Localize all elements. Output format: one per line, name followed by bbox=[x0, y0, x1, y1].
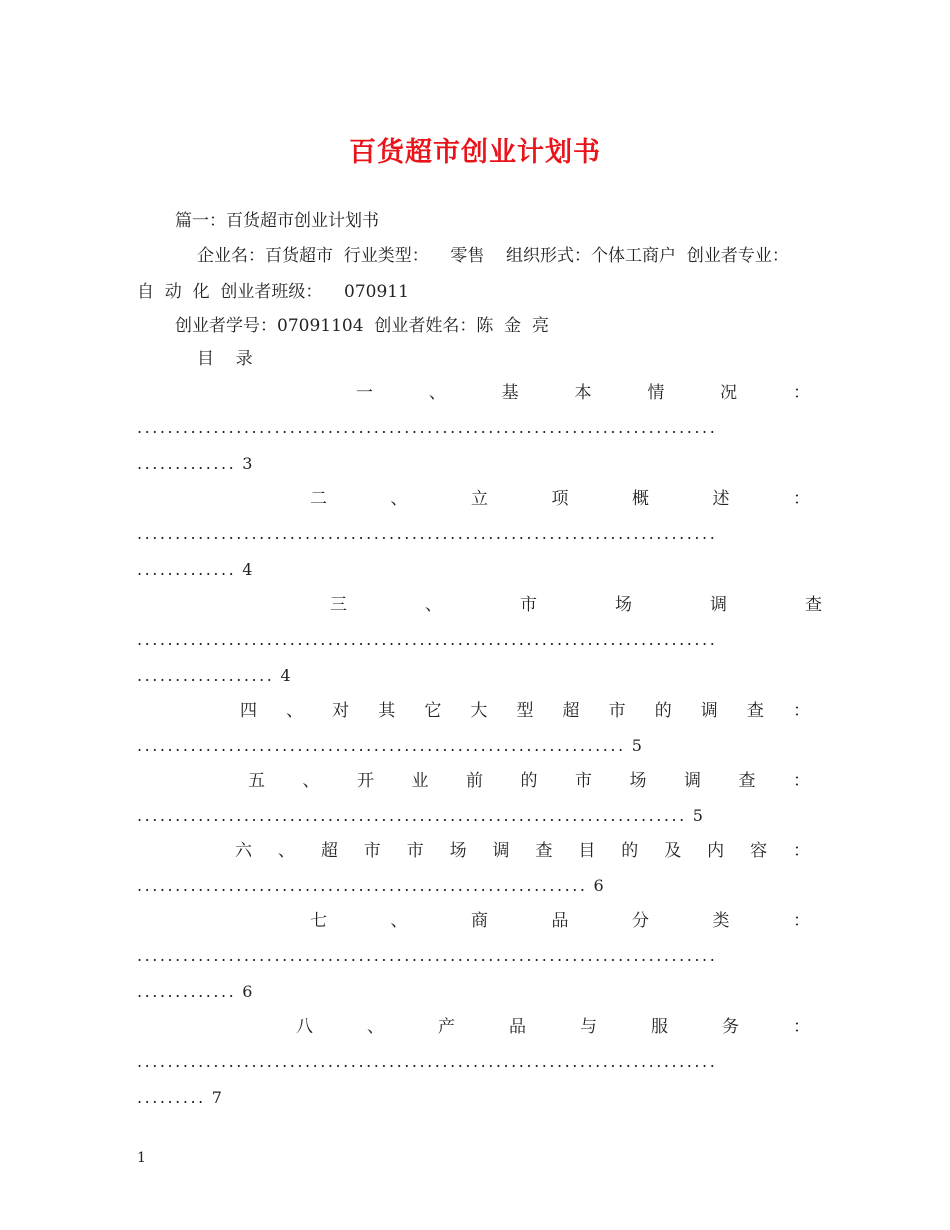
toc-entry-char: 调 bbox=[710, 595, 727, 615]
toc-entry-char: 、 bbox=[367, 1017, 384, 1037]
toc-entry-char: 容 bbox=[750, 841, 768, 861]
toc-entry-char: 市 bbox=[520, 595, 537, 615]
toc-entry-char: 市 bbox=[608, 701, 626, 721]
toc-entry-char: 开 bbox=[357, 771, 374, 791]
toc-entry-char: 四 bbox=[240, 701, 257, 721]
toc-entry-char: 前 bbox=[466, 771, 483, 791]
toc-entry-char: 述 bbox=[712, 489, 730, 509]
toc-entry-char: 调 bbox=[700, 701, 718, 721]
toc-heading: 目 录 bbox=[197, 349, 253, 369]
toc-entry-char: 项 bbox=[551, 489, 569, 509]
toc-entry-char: 查 bbox=[805, 595, 822, 615]
toc-entry-char: 与 bbox=[580, 1017, 597, 1037]
toc-entry-char: 业 bbox=[411, 771, 429, 791]
toc-entry-char: 产 bbox=[438, 1017, 455, 1037]
toc-entry-char: 、 bbox=[277, 841, 295, 861]
part-heading: 篇一：百货超市创业计划书 bbox=[175, 211, 379, 231]
toc-entry-char: 、 bbox=[390, 489, 408, 509]
toc-entry-char: 大 bbox=[470, 701, 488, 721]
toc-entry-char: 及 bbox=[664, 841, 682, 861]
toc-entry-char: ： bbox=[793, 911, 810, 931]
toc-leader-dots: ............................................................................ bbox=[137, 418, 718, 437]
toc-entry-title bbox=[310, 488, 810, 510]
toc-entry-char: 二 bbox=[310, 489, 327, 509]
toc-entry-title bbox=[235, 840, 810, 862]
toc-page-number: 6 bbox=[593, 876, 604, 895]
toc-entry-char: 三 bbox=[330, 595, 347, 615]
document-title: 百货超市创业计划书 bbox=[349, 137, 601, 168]
toc-leader-dots: ............................................................................ bbox=[137, 524, 718, 543]
toc-leader-dots: ............................................................................ bbox=[137, 946, 718, 965]
toc-entry-char: 调 bbox=[684, 771, 701, 791]
toc-entry-char: ： bbox=[793, 489, 810, 509]
toc-entry-char: ： bbox=[792, 383, 810, 403]
toc-entry-char: 类 bbox=[712, 911, 730, 931]
student-info-line: 创业者学号：07091104 创业者姓名：陈 金 亮 bbox=[175, 316, 549, 336]
toc-entry-char: ： bbox=[792, 841, 810, 861]
toc-page-number: 4 bbox=[280, 666, 291, 685]
toc-entry-char: 目 bbox=[578, 841, 596, 861]
toc-entry-char: 、 bbox=[286, 701, 304, 721]
toc-leader-tail: ............. 4 bbox=[137, 560, 253, 579]
toc-entry-char: 基 bbox=[501, 383, 519, 403]
toc-page-number: 3 bbox=[242, 454, 253, 473]
toc-entry-char: 服 bbox=[651, 1017, 668, 1037]
toc-entry-char: 市 bbox=[363, 841, 381, 861]
company-info-line: 企业名：百货超市 行业类型： 零售 组织形式：个体工商户 创业者专业： bbox=[197, 246, 789, 266]
toc-leader-tail: .................. 4 bbox=[137, 666, 291, 685]
toc-entry-title bbox=[310, 910, 810, 932]
toc-entry-title bbox=[356, 382, 810, 404]
toc-entry-char: 调 bbox=[492, 841, 510, 861]
toc-page-number: 6 bbox=[242, 982, 253, 1001]
toc-entry-char: 查 bbox=[738, 771, 756, 791]
toc-entry-char: ： bbox=[792, 701, 810, 721]
toc-entry-title bbox=[330, 594, 822, 616]
toc-leader-dots: ............................................................................ bbox=[137, 630, 718, 649]
toc-entry-char: 内 bbox=[707, 841, 725, 861]
toc-page-number: 7 bbox=[211, 1088, 222, 1107]
toc-entry-char: 超 bbox=[320, 841, 338, 861]
toc-entry-char: 立 bbox=[471, 489, 488, 509]
toc-entry-char: 八 bbox=[296, 1017, 313, 1037]
toc-entry-char: 场 bbox=[449, 841, 467, 861]
toc-entry-char: 分 bbox=[632, 911, 649, 931]
toc-entry-char: 型 bbox=[516, 701, 534, 721]
toc-entry-char: 情 bbox=[647, 383, 665, 403]
toc-entry-char: 、 bbox=[428, 383, 446, 403]
toc-entry-char: 概 bbox=[632, 489, 649, 509]
toc-entry-char: 、 bbox=[425, 595, 442, 615]
toc-page-number: 4 bbox=[242, 560, 253, 579]
toc-entry-char: 超 bbox=[562, 701, 580, 721]
toc-entry-char: 场 bbox=[629, 771, 647, 791]
toc-entry-char: 五 bbox=[248, 771, 265, 791]
toc-entry-char: 六 bbox=[235, 841, 252, 861]
toc-page-number: 5 bbox=[631, 736, 642, 755]
toc-entry-char: 它 bbox=[424, 701, 442, 721]
toc-entry-char: 查 bbox=[535, 841, 553, 861]
toc-entry-char: 市 bbox=[575, 771, 592, 791]
toc-entry-char: 场 bbox=[615, 595, 632, 615]
major-class-line: 自 动 化 创业者班级： 070911 bbox=[137, 282, 409, 302]
toc-entry-char: 市 bbox=[406, 841, 424, 861]
toc-entry-char: 的 bbox=[621, 841, 639, 861]
toc-entry-title bbox=[248, 770, 810, 792]
toc-entry-char: 七 bbox=[310, 911, 327, 931]
toc-entry-char: 其 bbox=[378, 701, 396, 721]
toc-leader-dots: ........................................................... 6 bbox=[137, 876, 604, 895]
toc-entry-char: ： bbox=[793, 771, 810, 791]
toc-leader-dots: ............................................................................ bbox=[137, 1052, 718, 1071]
page-number: 1 bbox=[137, 1150, 146, 1166]
toc-entry-char: 的 bbox=[520, 771, 538, 791]
toc-entry-title bbox=[240, 700, 810, 722]
toc-entry-char: 查 bbox=[746, 701, 764, 721]
toc-leader-dots: ........................................................................ 5 bbox=[137, 806, 703, 825]
toc-entry-char: 品 bbox=[551, 911, 569, 931]
toc-entry-char: 、 bbox=[390, 911, 408, 931]
toc-entry-char: 商 bbox=[471, 911, 488, 931]
toc-entry-char: 一 bbox=[356, 383, 373, 403]
toc-leader-tail: ............. 3 bbox=[137, 454, 253, 473]
toc-entry-char: 、 bbox=[302, 771, 320, 791]
toc-entry-char: ： bbox=[793, 1017, 810, 1037]
toc-page-number: 5 bbox=[692, 806, 703, 825]
toc-leader-tail: ............. 6 bbox=[137, 982, 253, 1001]
toc-entry-char: 的 bbox=[654, 701, 672, 721]
toc-leader-dots: ................................................................ 5 bbox=[137, 736, 642, 755]
toc-entry-char: 品 bbox=[509, 1017, 526, 1037]
toc-leader-tail: ......... 7 bbox=[137, 1088, 222, 1107]
toc-entry-title bbox=[296, 1016, 810, 1038]
toc-entry-char: 本 bbox=[574, 383, 592, 403]
toc-entry-char: 对 bbox=[332, 701, 350, 721]
toc-entry-char: 务 bbox=[722, 1017, 739, 1037]
toc-entry-char: 况 bbox=[720, 383, 738, 403]
